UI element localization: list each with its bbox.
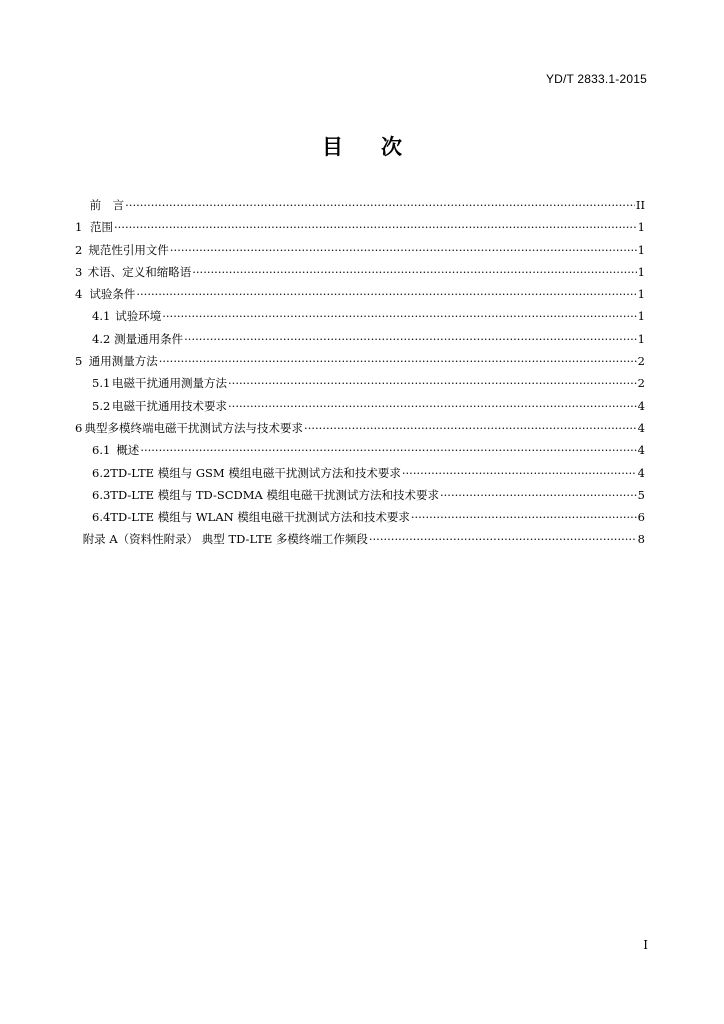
toc-dot-leader [369,528,637,550]
toc-entry-page: 4 [637,398,645,413]
toc-dot-leader [136,283,636,305]
toc-entry-page: 2 [637,376,645,391]
toc-entry-number: 6 [75,420,83,435]
toc-entry[interactable] [75,417,645,439]
toc-entry-label: 范围 [90,220,113,235]
toc-entry-page: 4 [637,420,645,435]
toc-entry-label: 电磁干扰通用技术要求 [112,398,228,413]
toc-dot-leader [402,462,637,484]
toc-entry[interactable] [75,328,645,350]
toc-entry-number: 2 [75,242,83,257]
toc-entry-label: 术语、定义和缩略语 [87,264,192,279]
toc-entry-label: 测量通用条件 [114,331,184,346]
page-title: 目次 [322,134,440,159]
toc-entry[interactable] [75,372,645,394]
toc-entry[interactable] [75,462,645,484]
toc-dot-leader [440,484,637,506]
toc-entry-number: 4.2 [92,331,111,346]
toc-entry-label: 试验条件 [89,287,136,302]
toc-entry-page: 2 [637,354,645,369]
toc-entry-page: 5 [637,487,645,502]
toc-dot-leader [228,372,637,394]
toc-entry-number: 5 [75,354,83,369]
toc-entry-label: 附录 A（资料性附录） 典型 TD-LTE 多模终端工作频段 [82,532,368,547]
toc-entry-label: TD-LTE 模组与 WLAN 模组电磁干扰测试方法和技术要求 [110,510,410,525]
toc-entry[interactable] [75,350,645,372]
toc-entry[interactable] [75,239,645,261]
toc-entry[interactable] [75,395,645,417]
toc-entry[interactable] [75,439,645,461]
toc-dot-leader [184,328,637,350]
document-code: YD/T 2833.1-2015 [545,72,647,86]
toc-entry[interactable] [75,305,645,327]
toc-entry-page: 1 [637,331,645,346]
toc-dot-leader [304,417,637,439]
toc-entry[interactable] [75,216,645,238]
toc-entry-page: 1 [637,242,645,257]
toc-entry-label: 规范性引用文件 [88,242,169,257]
toc-entry[interactable] [75,484,645,506]
toc-entry-number: 5.2 [92,398,111,413]
toc-dot-leader [125,194,635,216]
table-of-contents [75,194,645,551]
toc-dot-leader [411,506,637,528]
toc-entry-label: 试验环境 [115,309,162,324]
toc-entry-page: 6 [637,510,645,525]
toc-entry-number: 3 [75,264,83,279]
toc-entry-number: 6.2 [92,465,111,480]
toc-entry-page: 4 [637,443,645,458]
toc-entry[interactable] [75,506,645,528]
toc-entry-number: 4 [75,287,83,302]
toc-dot-leader [140,439,636,461]
toc-entry-number: 4.1 [92,309,111,324]
page-number: I [643,938,648,952]
toc-dot-leader [162,305,636,327]
toc-entry-label: 典型多模终端电磁干扰测试方法与技术要求 [84,420,304,435]
toc-entry-label: 前 言 [89,198,125,212]
toc-entry-number: 1 [75,220,83,235]
toc-entry-label: 电磁干扰通用测量方法 [112,376,228,391]
toc-dot-leader [114,216,637,238]
toc-entry-label: 概述 [116,443,140,458]
toc-entry-number: 5.1 [92,376,111,391]
toc-entry-page: 1 [637,264,645,279]
toc-entry-label: TD-LTE 模组与 GSM 模组电磁干扰测试方法和技术要求 [110,465,401,480]
toc-entry-page: 8 [637,532,645,547]
toc-entry-page: 1 [637,220,645,235]
toc-entry-label: 通用测量方法 [88,354,158,369]
toc-entry-number: 6.1 [92,443,111,458]
toc-dot-leader [228,395,637,417]
toc-dot-leader [159,350,637,372]
toc-entry-page: 1 [637,287,645,302]
toc-dot-leader [170,239,637,261]
toc-entry-page: II [635,198,645,212]
toc-entry-label: TD-LTE 模组与 TD-SCDMA 模组电磁干扰测试方法和技术要求 [110,487,439,502]
toc-entry[interactable] [75,261,645,283]
toc-entry-number: 6.3 [92,487,111,502]
toc-entry-page: 1 [637,309,645,324]
toc-entry[interactable] [75,283,645,305]
toc-entry[interactable] [75,194,645,216]
toc-dot-leader [192,261,636,283]
toc-entry-page: 4 [637,465,645,480]
toc-entry[interactable] [75,528,645,550]
toc-entry-number: 6.4 [92,510,111,525]
